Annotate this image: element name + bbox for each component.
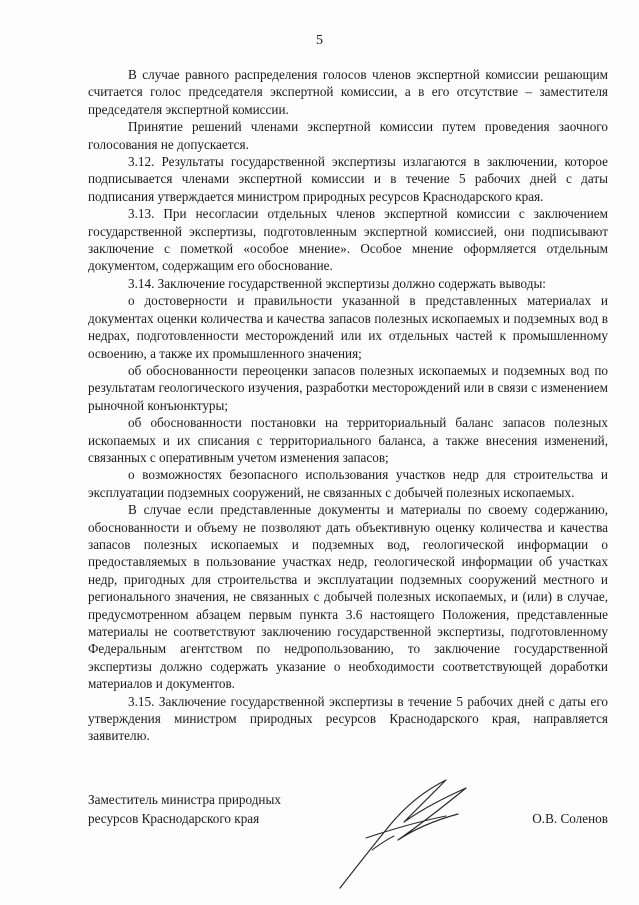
conclusion-item-balance: об обоснованности постановки на территориальный баланс запасов полезных ископаемых и их списания с территориального баланса, а также внесения изменений, связанных с оперативным учетом изменения запасов; xyxy=(88,415,608,465)
signatory-title-line-1: Заместитель министра природных xyxy=(88,792,281,807)
paragraph-3-15: 3.15. Заключение государственной экспертизы в течение 5 рабочих дней с даты его утверждения министром природных ресурсов Краснодарского края, направляется заявителю. xyxy=(88,693,608,744)
paragraph-insufficient-materials: В случае если представленные документы и материалы по своему содержанию, обоснованности и объему не позволяют дать объективную оценку количества и качества запасов полезных ископаемых и подземных вод, геологической информации о предоставляемых в пользование участках недр, геологической информации об участках недр, пригодных для строительства и эксплуатации подземных сооружений местного и регионального значения, не связанных с добычей полезных ископаемых, и (или) в случае, предусмотренном абзацем первым пункта 3.6 настоящего Положения, представленные материалы не соответствуют заключению государственной экспертизы, подготовленному Федеральным агентством по недропользованию, то заключение государственной экспертизы должно содержать указание о необходимости соответствующей доработки материалов и документов. xyxy=(88,502,608,692)
paragraph-vote-tie: В случае равного распределения голосов членов экспертной комиссии решающим считается голос председателя экспертной комиссии, а в его отсутствие – заместителя председателя экспертной комиссии. xyxy=(88,67,608,117)
paragraph-no-absentee-vote: Принятие решений членами экспертной комиссии путем проведения заочного голосования не допускается. xyxy=(88,119,608,152)
handwritten-signature xyxy=(320,770,480,895)
paragraph-3-14: 3.14. Заключение государственной экспертизы должно содержать выводы: xyxy=(128,275,546,291)
signatory-name: О.В. Соленов xyxy=(532,811,608,826)
paragraph-3-13: 3.13. При несогласии отдельных членов экспертной комиссии с заключением государственной экспертизы, подготовленным экспертной комиссией, они подписывают заключение с пометкой «особое мнение». Особое мнение оформляется отдельным документом, содержащим его обоснование. xyxy=(88,206,608,274)
conclusion-item-underground-use: о возможностях безопасного использования участков недр для строительства и эксплуатации подземных сооружений, не связанных с добычей полезных ископаемых. xyxy=(88,467,608,500)
paragraph-3-12: 3.12. Результаты государственной экспертизы излагаются в заключении, которое подписывается членами экспертной комиссии и в течение 5 рабочих дней с даты подписания утверждается министром природных ресурсов Краснодарского края. xyxy=(88,154,608,204)
conclusion-item-reassessment: об обоснованности переоценки запасов полезных ископаемых и подземных вод по результатам геологического изучения, разработки месторождений или в связи с изменением рыночной конъюнктуры; xyxy=(88,362,608,413)
document-body xyxy=(88,66,608,745)
conclusion-item-reliability: о достоверности и правильности указанной в представленных материалах и документах оценки количества и качества запасов полезных ископаемых и подземных вод в недрах, подготовленности месторождений или их отдельных частей к промышленному освоению, а также их промышленного значения; xyxy=(88,293,608,361)
signatory-title-line-2: ресурсов Краснодарского края xyxy=(88,811,260,826)
page-number: 5 xyxy=(316,33,323,48)
